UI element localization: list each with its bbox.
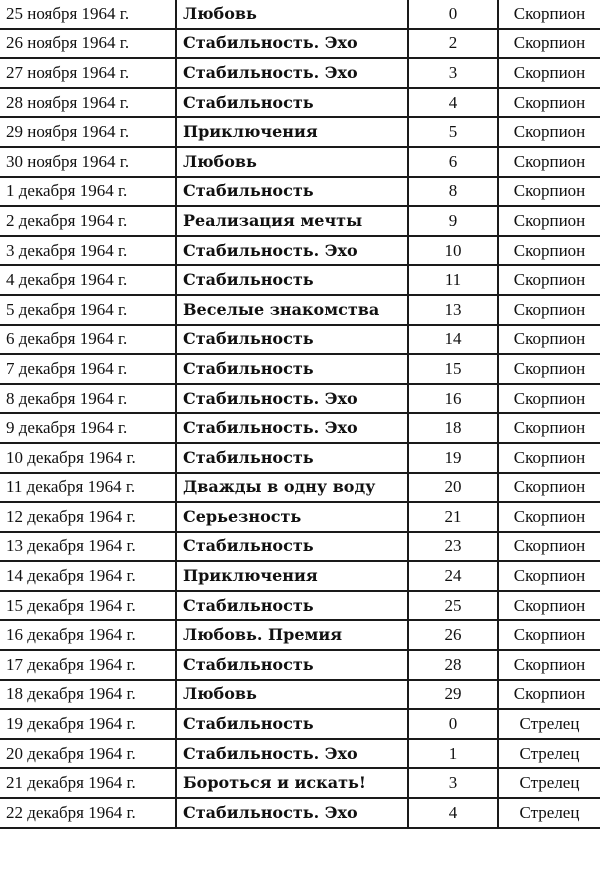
table-row [0,502,600,532]
theme-cell: Любовь [176,0,408,29]
zodiac-sign-cell: Стрелец [498,709,600,739]
date-cell: 18 декабря 1964 г. [0,680,176,710]
date-cell: 13 декабря 1964 г. [0,532,176,562]
table-row [0,739,600,769]
day-number-cell: 19 [408,443,498,473]
theme-cell: Стабильность [176,709,408,739]
zodiac-sign-cell: Скорпион [498,473,600,503]
day-number-cell: 0 [408,0,498,29]
zodiac-sign-cell: Скорпион [498,561,600,591]
zodiac-sign-cell: Скорпион [498,265,600,295]
theme-cell: Стабильность. Эхо [176,384,408,414]
day-number-cell: 29 [408,680,498,710]
theme-cell: Стабильность. Эхо [176,413,408,443]
table-row [0,29,600,59]
date-cell: 19 декабря 1964 г. [0,709,176,739]
theme-cell: Стабильность [176,532,408,562]
table-row [0,413,600,443]
day-number-cell: 5 [408,117,498,147]
zodiac-sign-cell: Скорпион [498,147,600,177]
date-cell: 26 ноября 1964 г. [0,29,176,59]
date-cell: 17 декабря 1964 г. [0,650,176,680]
date-cell: 8 декабря 1964 г. [0,384,176,414]
day-number-cell: 26 [408,620,498,650]
theme-cell: Стабильность. Эхо [176,798,408,828]
date-cell: 27 ноября 1964 г. [0,58,176,88]
day-number-cell: 2 [408,29,498,59]
theme-cell: Любовь [176,147,408,177]
day-number-cell: 20 [408,473,498,503]
date-cell: 30 ноября 1964 г. [0,147,176,177]
zodiac-sign-cell: Скорпион [498,384,600,414]
date-cell: 11 декабря 1964 г. [0,473,176,503]
zodiac-sign-cell: Стрелец [498,798,600,828]
day-number-cell: 14 [408,325,498,355]
date-cell: 6 декабря 1964 г. [0,325,176,355]
date-cell: 29 ноября 1964 г. [0,117,176,147]
day-number-cell: 21 [408,502,498,532]
zodiac-sign-cell: Скорпион [498,502,600,532]
zodiac-sign-cell: Скорпион [498,325,600,355]
zodiac-sign-cell: Скорпион [498,591,600,621]
table-row [0,620,600,650]
zodiac-sign-cell: Скорпион [498,532,600,562]
table-row [0,650,600,680]
theme-cell: Приключения [176,561,408,591]
date-cell: 7 декабря 1964 г. [0,354,176,384]
day-number-cell: 3 [408,768,498,798]
day-number-cell: 23 [408,532,498,562]
table-row [0,206,600,236]
theme-cell: Бороться и искать! [176,768,408,798]
table-row [0,58,600,88]
day-number-cell: 4 [408,88,498,118]
theme-cell: Серьезность [176,502,408,532]
date-cell: 25 ноября 1964 г. [0,0,176,29]
theme-cell: Стабильность [176,177,408,207]
day-number-cell: 18 [408,413,498,443]
table-row [0,236,600,266]
theme-cell: Стабильность [176,354,408,384]
zodiac-sign-cell: Скорпион [498,58,600,88]
theme-cell: Стабильность. Эхо [176,58,408,88]
date-cell: 1 декабря 1964 г. [0,177,176,207]
day-number-cell: 11 [408,265,498,295]
theme-cell: Стабильность [176,650,408,680]
table-row [0,0,600,29]
zodiac-sign-cell: Скорпион [498,117,600,147]
day-number-cell: 9 [408,206,498,236]
date-cell: 28 ноября 1964 г. [0,88,176,118]
zodiac-sign-cell: Скорпион [498,88,600,118]
table-row [0,384,600,414]
day-number-cell: 25 [408,591,498,621]
table-row [0,532,600,562]
day-number-cell: 3 [408,58,498,88]
zodiac-sign-cell: Скорпион [498,29,600,59]
table-row [0,473,600,503]
day-number-cell: 4 [408,798,498,828]
theme-cell: Любовь [176,680,408,710]
date-cell: 15 декабря 1964 г. [0,591,176,621]
date-cell: 20 декабря 1964 г. [0,739,176,769]
table-row [0,88,600,118]
day-number-cell: 8 [408,177,498,207]
table-row [0,265,600,295]
zodiac-sign-cell: Скорпион [498,413,600,443]
date-cell: 4 декабря 1964 г. [0,265,176,295]
zodiac-sign-cell: Стрелец [498,739,600,769]
table-row [0,147,600,177]
theme-cell: Стабильность [176,443,408,473]
zodiac-sign-cell: Скорпион [498,620,600,650]
zodiac-sign-cell: Скорпион [498,650,600,680]
day-number-cell: 28 [408,650,498,680]
table-row [0,768,600,798]
date-cell: 22 декабря 1964 г. [0,798,176,828]
theme-cell: Стабильность [176,88,408,118]
zodiac-sign-cell: Скорпион [498,680,600,710]
day-number-cell: 24 [408,561,498,591]
date-cell: 21 декабря 1964 г. [0,768,176,798]
zodiac-sign-cell: Скорпион [498,177,600,207]
theme-cell: Веселые знакомства [176,295,408,325]
table-row [0,354,600,384]
table-row [0,295,600,325]
day-number-cell: 13 [408,295,498,325]
date-cell: 9 декабря 1964 г. [0,413,176,443]
zodiac-sign-cell: Скорпион [498,354,600,384]
date-cell: 12 декабря 1964 г. [0,502,176,532]
theme-cell: Стабильность. Эхо [176,236,408,266]
date-cell: 3 декабря 1964 г. [0,236,176,266]
zodiac-sign-cell: Скорпион [498,443,600,473]
day-number-cell: 10 [408,236,498,266]
zodiac-sign-cell: Скорпион [498,206,600,236]
zodiac-sign-cell: Стрелец [498,768,600,798]
theme-cell: Приключения [176,117,408,147]
day-number-cell: 15 [408,354,498,384]
theme-cell: Стабильность. Эхо [176,29,408,59]
day-number-cell: 6 [408,147,498,177]
table-row [0,325,600,355]
table-row [0,443,600,473]
date-cell: 2 декабря 1964 г. [0,206,176,236]
theme-cell: Стабильность [176,591,408,621]
zodiac-sign-cell: Скорпион [498,0,600,29]
date-cell: 5 декабря 1964 г. [0,295,176,325]
table-row [0,177,600,207]
zodiac-sign-cell: Скорпион [498,295,600,325]
table-row [0,709,600,739]
table-row [0,591,600,621]
day-number-cell: 16 [408,384,498,414]
date-cell: 16 декабря 1964 г. [0,620,176,650]
theme-cell: Стабильность [176,265,408,295]
table-row [0,798,600,828]
day-number-cell: 0 [408,709,498,739]
day-number-cell: 1 [408,739,498,769]
theme-cell: Дважды в одну воду [176,473,408,503]
date-cell: 10 декабря 1964 г. [0,443,176,473]
table-row [0,117,600,147]
theme-cell: Стабильность [176,325,408,355]
zodiac-sign-cell: Скорпион [498,236,600,266]
date-cell: 14 декабря 1964 г. [0,561,176,591]
theme-cell: Любовь. Премия [176,620,408,650]
table-row [0,680,600,710]
theme-cell: Реализация мечты [176,206,408,236]
theme-cell: Стабильность. Эхо [176,739,408,769]
table-row [0,561,600,591]
